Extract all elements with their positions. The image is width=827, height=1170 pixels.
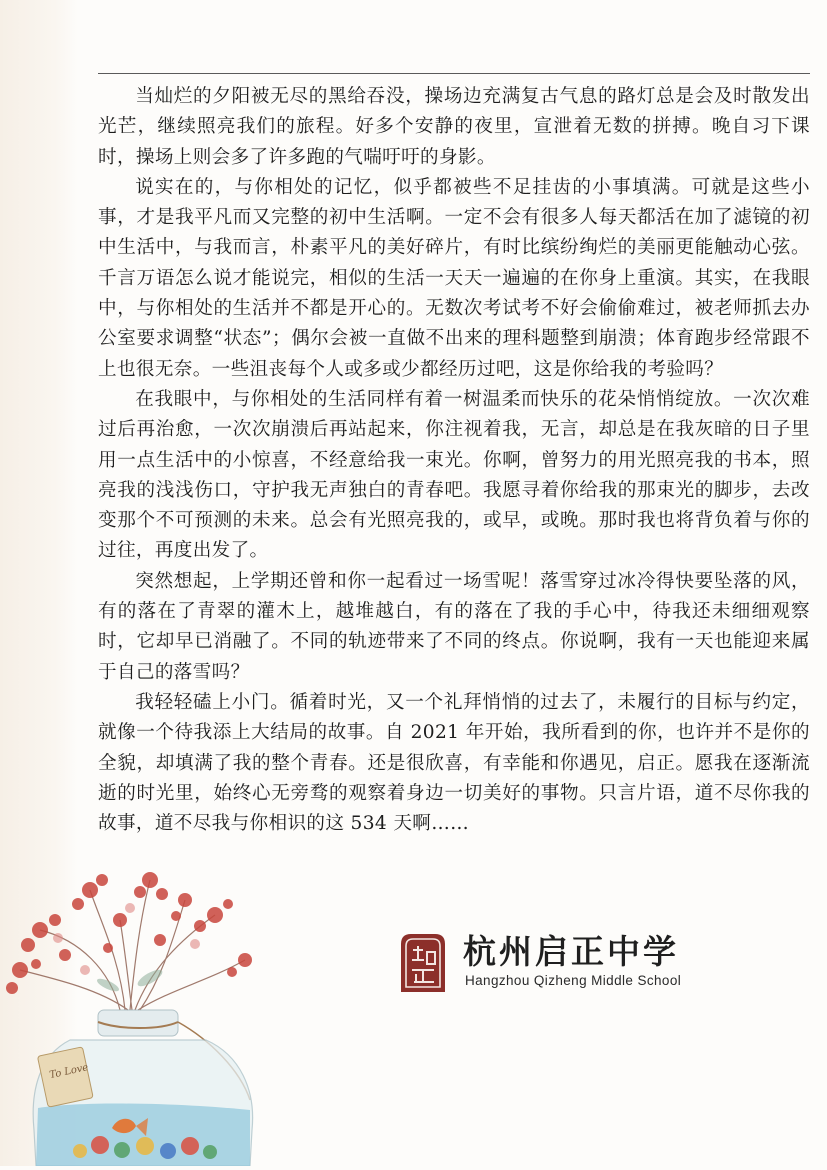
tag-text: To Love <box>48 1062 90 1082</box>
paragraph-3: 在我眼中，与你相处的生活同样有着一树温柔而快乐的花朵悄悄绽放。一次次难过后再治愈，一次次崩溃后再站起来，你注视着我，无言，却总是在我灰暗的日子里用一点生活中的小惊喜，不经意给我一束光。你啊，曾努力的用光照亮我的书本，照亮我的浅浅伤口，守护我无声独白的青春吧。我愿寻着你给我的那束光的脚步，去改变那个不可预测的未来。总会有光照亮我的，或早，或晚。那时我也将背负着与你的过往，再度出发了。 <box>98 388 810 562</box>
school-name-en: Hangzhou Qizheng Middle School <box>465 973 682 988</box>
article-body <box>98 82 810 839</box>
school-seal-icon <box>397 930 449 996</box>
school-logo <box>397 926 717 1006</box>
paragraph-5: 我轻轻磕上小门。循着时光，又一个礼拜悄悄的过去了，未履行的目标与约定，就像一个待我添上大结局的故事。自 2021 年开始，我所看到的你，也许并不是你的全貌，却填满了我的整个青春。还是很欣喜，有幸能和你遇见，启正。愿我在逐渐流逝的时光里，始终心无旁骛的观察着身边一切美好的事物。只言片语，道不尽你我的故事，道不尽我与你相识的这 534 天啊…… <box>98 691 810 835</box>
jar-illustration <box>0 860 330 1166</box>
school-name-cn: 杭州启正中学 <box>463 932 679 971</box>
paragraph-4: 突然想起，上学期还曾和你一起看过一场雪呢！落雪穿过冰冷得快要坠落的风，有的落在了青翠的灌木上，越堆越白，有的落在了我的手心中，待我还未细细观察时，它却早已消融了。不同的轨迹带来了不同的终点。你说啊，我有一天也能迎来属于自己的落雪吗？ <box>98 570 810 683</box>
paragraph-1: 当灿烂的夕阳被无尽的黑给吞没，操场边充满复古气息的路灯总是会及时散发出光芒，继续照亮我们的旅程。好多个安静的夜里，宣泄着无数的拼搏。晚自习下课时，操场上则会多了许多跑的气喘吁吁的身影。 <box>98 86 810 168</box>
paragraph-2: 说实在的，与你相处的记忆，似乎都被些不足挂齿的小事填满。可就是这些小事，才是我平凡而又完整的初中生活啊。一定不会有很多人每天都活在加了滤镜的初中生活中，与我而言，朴素平凡的美好碎片，有时比缤纷绚烂的美丽更能触动心弦。千言万语怎么说才能说完，相似的生活一天天一遍遍的在你身上重演。其实，在我眼中，与你相处的生活并不都是开心的。无数次考试考不好会偷偷难过，被老师抓去办公室要求调整“状态”；偶尔会被一直做不出来的理科题整到崩溃；体育跑步经常跟不上也很无奈。一些沮丧每个人或多或少都经历过吧，这是你给我的考验吗？ <box>98 176 810 380</box>
top-divider <box>98 73 810 74</box>
